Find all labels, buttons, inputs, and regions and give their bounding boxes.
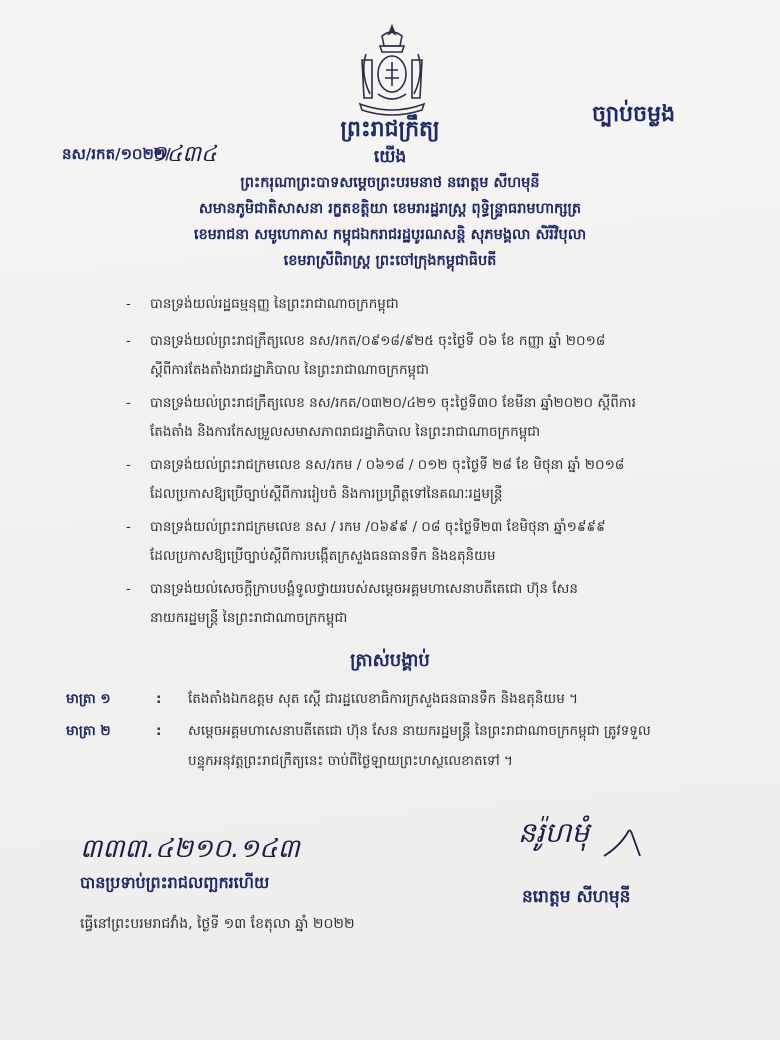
royal-signature: នរ៉ូហមុំ xyxy=(518,816,590,849)
citation-item: - បានទ្រង់យល់ព្រះរាជក្រឹត្យលេខ នស/រកត/០៣២០/៤២១ ចុះថ្ងៃទី៣០ ខែមីនា ឆ្នាំ២០២០ ស្តីពីការ តែងតាំង និងការកែសម្រួលសមាសភាពរាជរដ្ឋាភិបាល នៃព្រះរាជាណាចក្រកម្ពុជា xyxy=(128,389,738,447)
section-title: ត្រាស់បង្គាប់ xyxy=(350,650,430,671)
reference-handwritten: ១៤៣៤ xyxy=(150,142,217,167)
article-label: មាត្រា ១ xyxy=(66,691,111,707)
king-title-line: ព្រះករុណាព្រះបាទសម្តេចព្រះបរមនាថ នរោត្តម សីហមុនី xyxy=(240,175,540,191)
citation-line: នាយករដ្ឋមន្ត្រី នៃព្រះរាជាណាចក្រកម្ពុជា xyxy=(150,610,348,626)
citation-item: - បានទ្រង់យល់ព្រះរាជក្រឹត្យលេខ នស/រកត/០៩១៨/៩២៥ ចុះថ្ងៃទី ០៦ ខែ កញ្ញា ឆ្នាំ ២០១៨ ស្តីពីការតែងតាំងរាជរដ្ឋាភិបាល នៃព្រះរាជាណាចក្រកម្ពុជា xyxy=(128,327,738,385)
document-title: ព្រះរាជក្រឹត្យ xyxy=(340,117,440,142)
citation-line: បានទ្រង់យល់ព្រះរាជក្រឹត្យលេខ នស/រកត/០៩១៨/៩២៥ ចុះថ្ងៃទី ០៦ ខែ កញ្ញា ឆ្នាំ ២០១៨ xyxy=(150,333,606,349)
signer-name: នរោត្តម សីហមុនី xyxy=(522,887,631,907)
we-heading: យើង xyxy=(373,147,407,167)
citation-line: បានទ្រង់យល់រដ្ឋធម្មនុញ្ញ នៃព្រះរាជាណាចក្រកម្ពុជា xyxy=(150,296,399,312)
royal-emblem-icon xyxy=(352,24,432,116)
reference-number: នស/រកត/១០២២/ xyxy=(62,145,171,163)
king-title-line: ខេមរាជនា សមូហោភាស កម្ពុជឯករាជរដ្ឋបូរណសន្តិ សុភមង្គលា សិរីវិបុលា xyxy=(193,227,587,243)
citation-line: បានទ្រង់យល់ព្រះរាជក្រមលេខ នស / រកម /០៦៩៩ / ០៨ ចុះថ្ងៃទី២៣ ខែមិថុនា ឆ្នាំ១៩៩៩ xyxy=(150,519,606,535)
promulgation-note: បានប្រទាប់ព្រះរាជលញ្ឆករហើយ xyxy=(80,873,270,892)
article-label: មាត្រា ២ xyxy=(66,723,111,739)
copy-stamp: ច្បាប់ចម្លង xyxy=(592,102,676,127)
citation-line: ដែលប្រកាសឱ្យប្រើច្បាប់ស្តីពីការបង្កើតក្រសួងធនធានទឹក និងឧតុនិយម xyxy=(150,548,496,564)
citation-line: បានទ្រង់យល់ព្រះរាជក្រឹត្យលេខ នស/រកត/០៣២០/៤២១ ចុះថ្ងៃទី៣០ ខែមីនា ឆ្នាំ២០២០ ស្តីពីការ xyxy=(150,395,636,411)
article-2: មាត្រា ២ : សម្តេចអគ្គមហាសេនាបតីតេជោ ហ៊ុន សែន នាយករដ្ឋមន្ត្រី នៃព្រះរាជាណាចក្រកម្ពុជា ត្រូវទទួល បន្ទុកអនុវត្តព្រះរាជក្រឹត្យនេះ ចាប់ពីថ្ងៃឡាយព្រះហស្ថលេខាតទៅ ។ xyxy=(66,716,726,776)
citation-item: - បានទ្រង់យល់ព្រះរាជក្រមលេខ នស/រកម / ០៦១៨ / ០១២ ចុះថ្ងៃទី ២៨ ខែ មិថុនា ឆ្នាំ ២០១៨ ដែលប្រកាសឱ្យប្រើច្បាប់ស្តីពីការរៀបចំ និងការប្រព្រឹត្តទៅនៃគណៈរដ្ឋមន្ត្រី xyxy=(128,451,738,509)
signature-flourish-icon xyxy=(600,826,650,866)
citation-line: បានទ្រង់យល់សេចក្តីក្រាបបង្គំទូលថ្វាយរបស់សម្តេចអគ្គមហាសេនាបតីតេជោ ហ៊ុន សែន xyxy=(150,581,578,597)
citation-item: - បានទ្រង់យល់រដ្ឋធម្មនុញ្ញ នៃព្រះរាជាណាចក្រកម្ពុជា xyxy=(128,290,738,319)
citation-line: ស្តីពីការតែងតាំងរាជរដ្ឋាភិបាល នៃព្រះរាជាណាចក្រកម្ពុជា xyxy=(150,362,429,378)
citation-item: - បានទ្រង់យល់ព្រះរាជក្រមលេខ នស / រកម /០៦៩៩ / ០៨ ចុះថ្ងៃទី២៣ ខែមិថុនា ឆ្នាំ១៩៩៩ ដែលប្រកាសឱ្យប្រើច្បាប់ស្តីពីការបង្កើតក្រសួងធនធានទឹក និងឧតុនិយម xyxy=(128,513,738,571)
citation-line: ដែលប្រកាសឱ្យប្រើច្បាប់ស្តីពីការរៀបចំ និងការប្រព្រឹត្តទៅនៃគណៈរដ្ឋមន្ត្រី xyxy=(150,486,503,502)
registration-handwritten: ៣៣៣.៤២១០.១៤៣ xyxy=(80,834,300,864)
citation-line: បានទ្រង់យល់ព្រះរាជក្រមលេខ នស/រកម / ០៦១៨ / ០១២ ចុះថ្ងៃទី ២៨ ខែ មិថុនា ឆ្នាំ ២០១៨ xyxy=(150,457,625,473)
citation-item: - បានទ្រង់យល់សេចក្តីក្រាបបង្គំទូលថ្វាយរបស់សម្តេចអគ្គមហាសេនាបតីតេជោ ហ៊ុន សែន នាយករដ្ឋមន្ត្រី នៃព្រះរាជាណាចក្រកម្ពុជា xyxy=(128,575,738,633)
article-line: សម្តេចអគ្គមហាសេនាបតីតេជោ ហ៊ុន សែន នាយករដ្ឋមន្ត្រី នៃព្រះរាជាណាចក្រកម្ពុជា ត្រូវទទួល xyxy=(188,723,651,739)
article-line: បន្ទុកអនុវត្តព្រះរាជក្រឹត្យនេះ ចាប់ពីថ្ងៃឡាយព្រះហស្ថលេខាតទៅ ។ xyxy=(188,753,513,769)
article-1: មាត្រា ១ : តែងតាំងឯកឧត្តម សុត ស្តើ ជារដ្ឋលេខាធិការក្រសួងធនធានទឹក និងឧតុនិយម ។ xyxy=(66,684,726,714)
king-title-line: ខេមរាស្រីពិរាស្ត្រ ព្រះចៅក្រុងកម្ពុជាធិបតី xyxy=(283,253,497,269)
place-and-date: ធ្វើនៅព្រះបរមរាជវាំង, ថ្ងៃទី ១៣ ខែតុលា ឆ្នាំ ២០២២ xyxy=(80,916,355,932)
king-title-line: សមានភូមិជាតិសាសនា រក្ខតខត្តិយា ខេមរារដ្ឋរាស្ត្រ ពុទ្ធិន្ទ្រាធរាមហាក្សត្រ xyxy=(198,201,582,217)
article-line: តែងតាំងឯកឧត្តម សុត ស្តើ ជារដ្ឋលេខាធិការក្រសួងធនធានទឹក និងឧតុនិយម ។ xyxy=(188,691,579,707)
citation-line: តែងតាំង និងការកែសម្រួលសមាសភាពរាជរដ្ឋាភិបាល នៃព្រះរាជាណាចក្រកម្ពុជា xyxy=(150,424,541,440)
